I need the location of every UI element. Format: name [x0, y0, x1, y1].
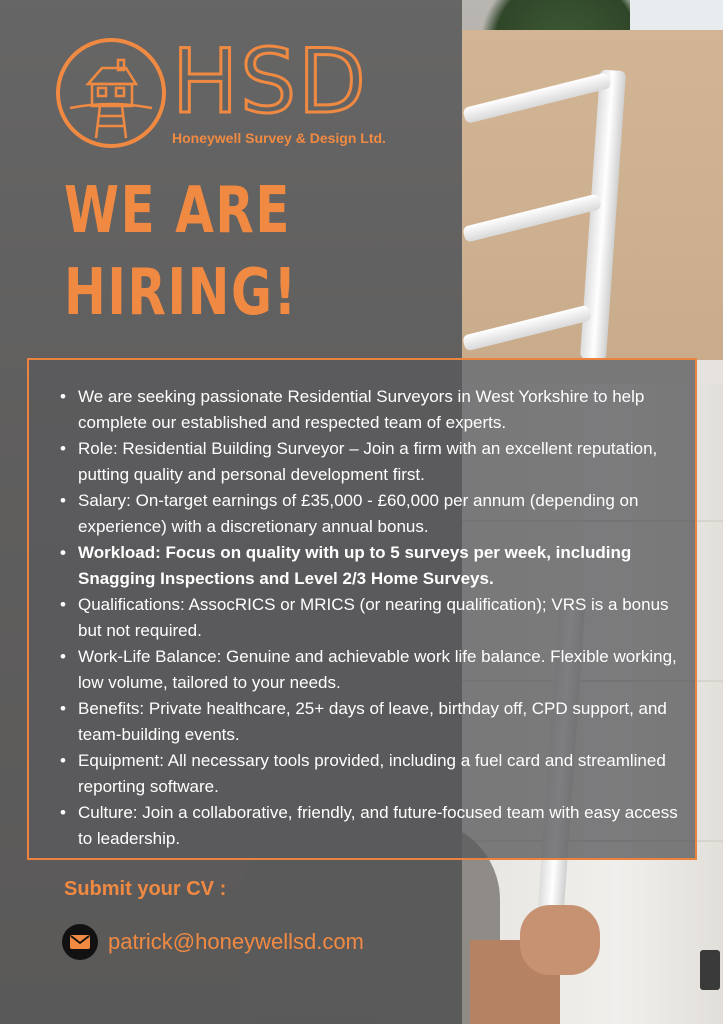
contact-email-link[interactable]: patrick@honeywellsd.com: [108, 929, 364, 954]
headline-line-2: HIRING!: [64, 256, 298, 330]
logo-company-name: Honeywell Survey & Design Ltd.: [172, 130, 386, 146]
list-item: • Work-Life Balance: Genuine and achievable work life balance. Flexible working, low volume, tailored to your needs.: [58, 644, 678, 696]
list-item: • Culture: Join a collaborative, friendly, and future-focused team with easy access to leadership.: [58, 800, 678, 852]
house-icon: [60, 42, 162, 144]
logo-emblem: [56, 38, 166, 148]
list-item: • Benefits: Private healthcare, 25+ days of leave, birthday off, CPD support, and team-building events.: [58, 696, 678, 748]
hiring-headline: [64, 170, 360, 334]
headline-line-1: WE ARE: [64, 174, 292, 248]
company-logo: [56, 30, 386, 158]
submit-cv-label: Submit your CV :: [64, 878, 227, 900]
contact-email-row[interactable]: [62, 924, 364, 960]
list-item: • Role: Residential Building Surveyor – Join a firm with an excellent reputation, putting quality and personal development first.: [58, 436, 678, 488]
list-item: • Salary: On-target earnings of £35,000 - £60,000 per annum (depending on experience) with a discretionary annual bonus.: [58, 488, 678, 540]
job-details-list: [58, 384, 678, 852]
list-item: • We are seeking passionate Residential Surveyors in West Yorkshire to help complete our established and respected team of experts.: [58, 384, 678, 436]
list-item: • Equipment: All necessary tools provided, including a fuel card and streamlined reporting software.: [58, 748, 678, 800]
mail-icon: [62, 924, 98, 960]
background-door-hinge: [700, 950, 720, 990]
list-item: • Workload: Focus on quality with up to 5 surveys per week, including Snagging Inspections and Level 2/3 Home Surveys.: [58, 540, 678, 592]
logo-brand-text: HSD: [172, 30, 368, 133]
background-hand: [520, 905, 600, 975]
list-item: • Qualifications: AssocRICS or MRICS (or nearing qualification); VRS is a bonus but not required.: [58, 592, 678, 644]
